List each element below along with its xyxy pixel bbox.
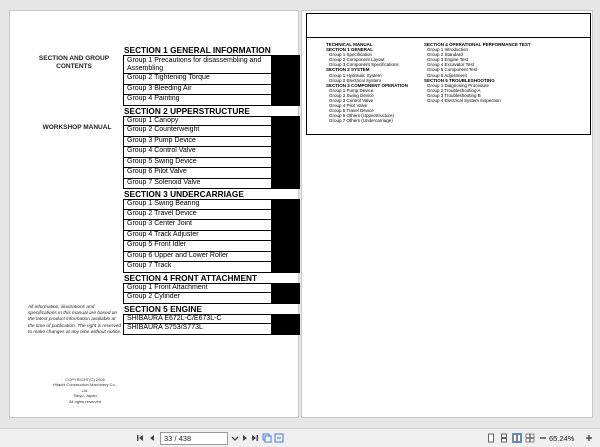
section-group-contents-heading: SECTION AND GROUP CONTENTS	[38, 55, 110, 70]
manual-section-heading: SECTION 2 SYSTEM	[326, 67, 370, 73]
single-page-view-icon[interactable]	[486, 433, 496, 443]
toc-entry[interactable]: Group 4 Track Adjuster	[123, 231, 272, 242]
back-arrow-icon[interactable]	[262, 433, 272, 443]
manual-group-item: Group 1 Hydraulic System	[329, 72, 382, 78]
section-title: SECTION 5 ENGINE	[124, 303, 202, 314]
technical-manual-table	[306, 13, 591, 135]
toc-entry[interactable]: Group 7 Solenoid Valve	[123, 179, 272, 190]
page-total: / 438	[174, 434, 192, 443]
toc-row[interactable]	[123, 241, 300, 252]
toc-entry[interactable]: Group 2 Travel Device	[123, 210, 272, 221]
manual-group-item: Group 7 Others (Undercarriage)	[329, 118, 393, 124]
section-title: SECTION 1 GENERAL INFORMATION	[124, 45, 271, 55]
chevron-down-icon[interactable]	[230, 433, 240, 443]
forward-arrow-icon[interactable]	[274, 433, 284, 443]
index-tab	[272, 116, 300, 127]
index-tab	[272, 199, 300, 210]
section-title: SECTION 3 UNDERCARRIAGE	[124, 189, 244, 199]
manual-section-heading: SECTION 5 TROUBLESHOOTING	[424, 77, 495, 83]
toc-entry[interactable]: Group 2 Cylinder	[123, 293, 272, 304]
index-tab	[272, 147, 300, 158]
toc-row[interactable]	[123, 147, 300, 158]
manual-group-item: Group 5 Travel Device	[329, 108, 374, 114]
manual-section-heading: TECHNICAL MANUAL	[326, 42, 373, 47]
manual-group-item: Group 1 Specification	[329, 52, 373, 58]
index-tab	[272, 158, 300, 169]
toc-row[interactable]	[123, 126, 300, 137]
pdf-toolbar	[0, 428, 600, 447]
toc-entry[interactable]: Group 2 Tightening Torque	[123, 74, 272, 85]
toc-entry[interactable]: Group 7 Track	[123, 262, 272, 273]
index-tab	[272, 283, 300, 294]
manual-group-item: Group 4 Electrical System Inspection	[427, 98, 501, 104]
manual-group-item: Group 3 Component Specifications	[329, 62, 399, 68]
zoom-out-icon[interactable]	[538, 433, 548, 443]
manual-group-item: Group 1 Pump Device	[329, 87, 374, 93]
toc-row[interactable]	[123, 231, 300, 242]
section-title: SECTION 4 FRONT ATTACHMENT	[124, 272, 258, 283]
toc-row[interactable]	[123, 283, 300, 294]
toc-entry[interactable]: Group 5 Front Idler	[123, 241, 272, 252]
toc-entry[interactable]: Group 5 Swing Device	[123, 158, 272, 169]
index-tab	[272, 74, 300, 85]
index-tab	[272, 314, 300, 325]
index-tab	[272, 210, 300, 221]
toc-entry[interactable]: Group 1 Swing Bearing	[123, 199, 272, 210]
index-tab	[272, 231, 300, 242]
manual-group-item: Group 4 Pilot Valve	[329, 103, 368, 109]
skip-first-icon[interactable]	[135, 433, 145, 443]
left-page	[9, 10, 299, 418]
toc-row[interactable]	[123, 314, 300, 325]
continuous-view-icon[interactable]	[499, 433, 509, 443]
page-number-field[interactable]	[160, 432, 228, 445]
index-tab	[272, 137, 300, 148]
two-page-view-icon[interactable]	[512, 433, 522, 443]
index-tab	[272, 293, 300, 304]
index-tab	[272, 85, 300, 96]
manual-group-item: Group 2 Electrical System	[329, 77, 382, 83]
manual-group-item: Group 3 Control Valve	[329, 98, 374, 104]
toc-row[interactable]	[123, 116, 300, 127]
manual-group-item: Group 2 Standard	[427, 52, 463, 58]
table-of-contents	[123, 45, 300, 335]
manual-group-item: Group 6 Others (Upperstructure)	[329, 113, 395, 119]
toc-entry[interactable]: Group 6 Upper and Lower Roller	[123, 252, 272, 263]
zoom-level[interactable]: 65.24%	[549, 434, 575, 443]
toc-row[interactable]	[123, 179, 300, 190]
right-page	[301, 10, 593, 418]
manual-group-item: Group 1 Diagnosing Procedure	[427, 82, 490, 88]
toc-entry[interactable]: Group 3 Pump Device	[123, 137, 272, 148]
toc-row[interactable]	[123, 262, 300, 273]
toc-entry[interactable]: SHIBAURA E672L-C/E673L-C	[123, 314, 272, 325]
manual-section-heading: SECTION 4 OPERATIONAL PERFORMANCE TEST	[424, 42, 531, 47]
manual-group-item: Group 2 Component Layout	[329, 57, 385, 63]
toc-entry[interactable]: Group 3 Bleeding Air	[123, 85, 272, 96]
copyright-line: COPYRIGHT(C) 2006	[65, 377, 105, 382]
toc-entry[interactable]: Group 1 Canopy	[123, 116, 272, 127]
index-tab	[272, 95, 300, 106]
index-tab	[272, 220, 300, 231]
copyright-block	[50, 377, 120, 404]
index-tab	[272, 252, 300, 263]
current-page[interactable]: 33	[164, 434, 173, 443]
toc-entry[interactable]: Group 2 Counterweight	[123, 126, 272, 137]
copyright-line: All rights reserved	[68, 398, 101, 404]
zoom-in-icon[interactable]	[584, 433, 594, 443]
toc-entry[interactable]: SHIBAURA S753/S773L	[123, 324, 272, 335]
toc-row[interactable]	[123, 252, 300, 263]
index-tab	[272, 126, 300, 137]
toc-row[interactable]	[123, 95, 300, 106]
triangle-right-icon[interactable]	[240, 433, 250, 443]
technical-manual-column-1	[326, 42, 408, 124]
toc-row[interactable]	[123, 199, 300, 210]
copyright-line: Tokyo, Japan	[73, 393, 97, 399]
two-page-continuous-icon[interactable]	[525, 433, 535, 443]
manual-group-item: Group 5 Component Test	[427, 67, 478, 73]
manual-group-item: Group 6 Adjustment	[427, 72, 467, 78]
toc-row[interactable]	[123, 158, 300, 169]
index-tab	[272, 55, 300, 74]
legal-notice: All information, illustrations and specifications in this manual are based on the latest product information available at the time of publication. The right is reserved to make changes at any time without notice.	[28, 305, 122, 335]
toc-entry[interactable]: Group 1 Precautions for disassembling and Assembling	[123, 55, 272, 74]
toc-row[interactable]	[123, 220, 300, 231]
toc-entry[interactable]: Group 4 Control Valve	[123, 147, 272, 158]
manual-group-item: Group 2 Swing Device	[329, 92, 374, 98]
index-tab	[272, 179, 300, 190]
manual-section-heading: SECTION 1 GENERAL	[326, 47, 374, 53]
toc-row[interactable]	[123, 74, 300, 85]
toc-entry[interactable]: Group 6 Pilot Valve	[123, 168, 272, 179]
index-tab	[272, 168, 300, 179]
manual-section-heading: SECTION 3 COMPONENT OPERATION	[326, 82, 408, 88]
section-title: SECTION 2 UPPERSTRUCTURE	[124, 105, 250, 116]
manual-group-item: Group 3 Troubleshooting B	[427, 92, 481, 98]
toc-entry[interactable]: Group 3 Center Joint	[123, 220, 272, 231]
index-tab	[272, 324, 300, 335]
manual-group-item: Group 3 Engine Test	[427, 57, 468, 63]
copyright-line: Hitachi Construction Machinery Co., Ltd.	[53, 382, 117, 393]
toc-row[interactable]	[123, 85, 300, 96]
toc-entry[interactable]: Group 4 Painting	[123, 95, 272, 106]
toc-row[interactable]	[123, 168, 300, 179]
table-divider	[307, 37, 590, 38]
manual-group-item: Group 1 Introduction	[427, 47, 469, 53]
technical-manual-column-2	[424, 42, 531, 103]
workshop-manual-heading: WORKSHOP MANUAL	[42, 124, 112, 131]
manual-group-item: Group 2 Troubleshooting A	[427, 87, 481, 93]
manual-group-item: Group 4 Excavator Test	[427, 62, 474, 68]
toc-entry[interactable]: Group 1 Front Attachment	[123, 283, 272, 294]
index-tab	[272, 241, 300, 252]
toc-row[interactable]	[123, 324, 300, 335]
triangle-left-icon[interactable]	[147, 433, 157, 443]
index-tab	[272, 262, 300, 273]
toc-row[interactable]	[123, 293, 300, 304]
toc-row[interactable]	[123, 210, 300, 221]
toc-row[interactable]	[123, 55, 300, 74]
toc-row[interactable]	[123, 137, 300, 148]
skip-last-icon[interactable]	[250, 433, 260, 443]
